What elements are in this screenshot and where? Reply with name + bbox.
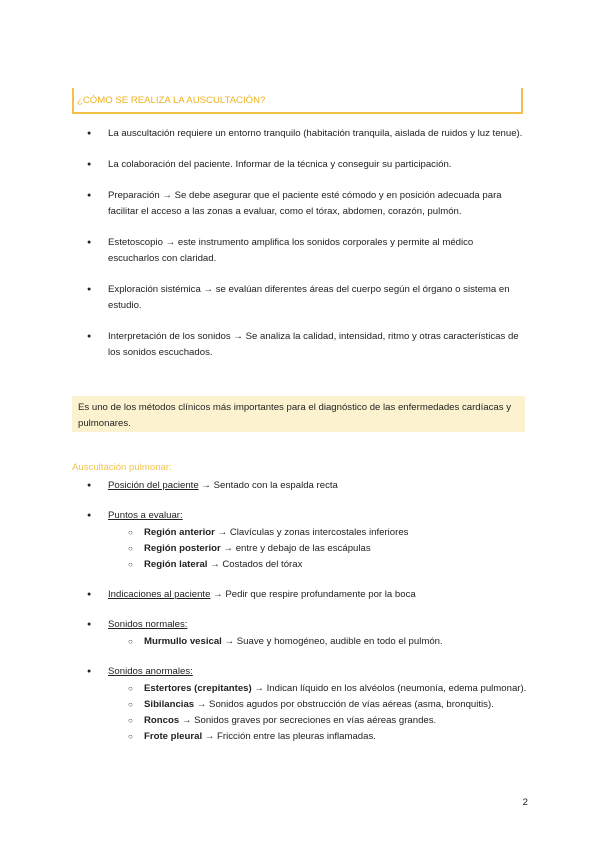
sub-item — [108, 525, 527, 541]
section-title: ¿CÓMO SE REALIZA LA AUSCULTACIÓN? — [72, 88, 523, 114]
sub-item-term: Estertores (crepitantes) — [144, 683, 252, 694]
sub-item-term: Sibilancias — [144, 699, 195, 710]
indicaciones-text: → Pedir que respire profundamente por la boca — [210, 589, 416, 600]
sub-item-text: → Suave y homogéneo, audible en todo el pulmón. — [221, 636, 443, 647]
posicion-text: → Sentado con la espalda recta — [198, 480, 338, 491]
sub-item — [108, 697, 527, 713]
highlight-callout: Es uno de los métodos clínicos más importantes para el diagnóstico de las enfermedades cardíacas y pulmonares. — [72, 396, 525, 432]
sub-item-term: Región lateral — [144, 559, 208, 570]
list-item: ● Exploración sistémica → se evalúan diferentes áreas del cuerpo según el órgano o sistema en estudio. — [72, 282, 527, 314]
sub-item-text: → Fricción entre las pleuras inflamadas. — [202, 731, 376, 742]
sub-item-text: → Clavículas y zonas intercostales inferiores — [214, 527, 409, 538]
intro-bullet-list — [72, 126, 527, 376]
normales-sublist — [108, 634, 527, 650]
list-item: ● La colaboración del paciente. Informar de la técnica y conseguir su participación. — [72, 157, 527, 173]
sub-item — [108, 634, 527, 650]
sub-item — [108, 713, 527, 729]
sub-item-text: → Sonidos agudos por obstrucción de vías aéreas (asma, bronquitis). — [194, 699, 494, 710]
sub-item — [108, 557, 527, 573]
list-item-normales — [72, 617, 527, 650]
sub-item-term: Región posterior — [144, 543, 221, 554]
normales-label: Sonidos normales: — [108, 619, 188, 630]
sub-item-term: Murmullo vesical — [144, 636, 222, 647]
pulmonar-list — [72, 478, 527, 759]
sub-item-term: Roncos — [144, 715, 180, 726]
anormales-sublist — [108, 681, 527, 745]
posicion-label: Posición del paciente — [108, 480, 199, 491]
list-item: ● La auscultación requiere un entorno tranquilo (habitación tranquila, aislada de ruidos y luz tenue). — [72, 126, 527, 142]
list-item-puntos — [72, 508, 527, 573]
sub-item — [108, 541, 527, 557]
sub-item — [108, 729, 527, 745]
sub-item-text: → Indican líquido en los alvéolos (neumonía, edema pulmonar). — [251, 683, 527, 694]
list-item: ● Interpretación de los sonidos → Se analiza la calidad, intensidad, ritmo y otras características de los sonidos escuchados. — [72, 329, 527, 361]
list-item-indicaciones — [72, 587, 527, 603]
page-number: 2 — [522, 797, 528, 808]
anormales-label: Sonidos anormales: — [108, 666, 193, 677]
sub-item-text: → entre y debajo de las escápulas — [220, 543, 371, 554]
sub-item — [108, 681, 527, 697]
indicaciones-label: Indicaciones al paciente — [108, 589, 211, 600]
sub-item-term: Región anterior — [144, 527, 215, 538]
list-item-posicion — [72, 478, 527, 494]
list-item: ● Preparación → Se debe asegurar que el paciente esté cómodo y en posición adecuada para facilitar el acceso a las zonas a evaluar, como el tórax, abdomen, corazón, pulmón. — [72, 188, 527, 220]
sub-item-text: → Sonidos graves por secreciones en vías aéreas grandes. — [179, 715, 437, 726]
list-item: ● Estetoscopio → este instrumento amplifica los sonidos corporales y permite al médico escucharlos con claridad. — [72, 235, 527, 267]
sub-item-term: Frote pleural — [144, 731, 203, 742]
pulmonar-heading: Auscultación pulmonar: — [72, 462, 172, 473]
list-item-anormales — [72, 664, 527, 745]
puntos-label: Puntos a evaluar: — [108, 510, 183, 521]
sub-item-text: → Costados del tórax — [207, 559, 303, 570]
puntos-sublist — [108, 525, 527, 573]
